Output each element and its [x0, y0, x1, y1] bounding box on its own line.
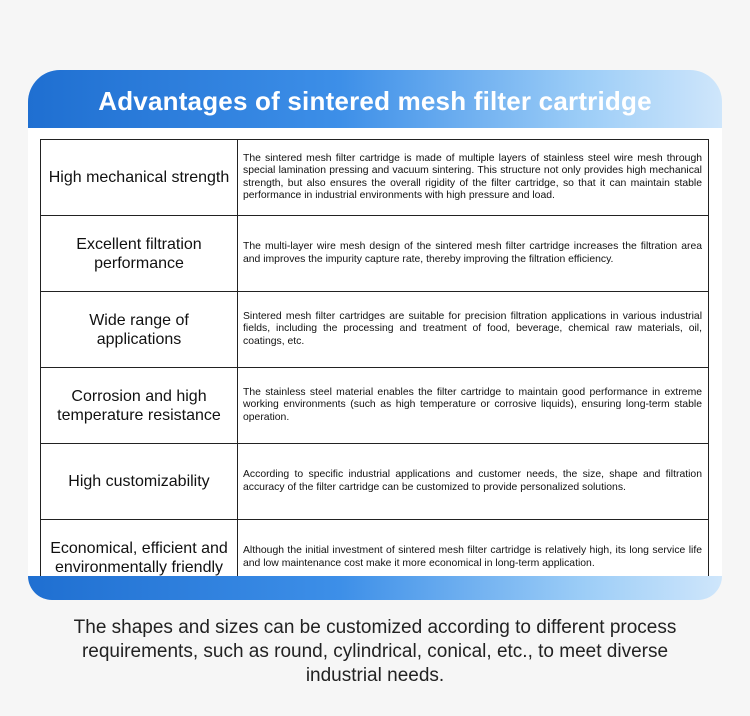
advantages-card — [28, 128, 722, 576]
feature-name: High customizability — [41, 444, 238, 520]
feature-description: According to specific industrial applications and customer needs, the size, shape and filtration accuracy of the filter cartridge can be customized to provide personalized solutions. — [238, 444, 709, 520]
table-row — [41, 216, 709, 292]
advantages-table — [40, 139, 709, 596]
feature-description: Although the initial investment of sintered mesh filter cartridge is relatively high, its long service life and low maintenance cost make it more economical in long-term application. — [238, 520, 709, 596]
feature-name: Economical, efficient and environmentally friendly — [41, 520, 238, 596]
table-row — [41, 444, 709, 520]
bottom-banner-band — [28, 576, 722, 600]
feature-name: Wide range of applications — [41, 292, 238, 368]
feature-description: The sintered mesh filter cartridge is made of multiple layers of stainless steel wire mesh through special lamination pressing and vacuum sintering. This structure not only provides high mechanical strength, but also ensures the overall rigidity of the filter cartridge, so that it can maintain stable performance in industrial environments with high pressure and load. — [238, 140, 709, 216]
page-title: Advantages of sintered mesh filter cartridge — [98, 86, 652, 116]
feature-description: The multi-layer wire mesh design of the sintered mesh filter cartridge increases the filtration area and improves the impurity capture rate, thereby improving the filtration efficiency. — [238, 216, 709, 292]
table-row — [41, 368, 709, 444]
feature-name: High mechanical strength — [41, 140, 238, 216]
table-row — [41, 140, 709, 216]
title-banner — [28, 70, 722, 134]
feature-description: Sintered mesh filter cartridges are suitable for precision filtration applications in various industrial fields, including the processing and treatment of food, beverage, chemical raw materials, oil, coatings, etc. — [238, 292, 709, 368]
table-row — [41, 292, 709, 368]
feature-description: The stainless steel material enables the filter cartridge to maintain good performance in extreme working environments (such as high temperature or corrosive liquids), ensuring long-term stable operation. — [238, 368, 709, 444]
feature-name: Corrosion and high temperature resistance — [41, 368, 238, 444]
customization-caption: The shapes and sizes can be customized according to different process requirements, such as round, cylindrical, conical, etc., to meet diverse industrial needs. — [73, 617, 677, 686]
feature-name: Excellent filtration performance — [41, 216, 238, 292]
